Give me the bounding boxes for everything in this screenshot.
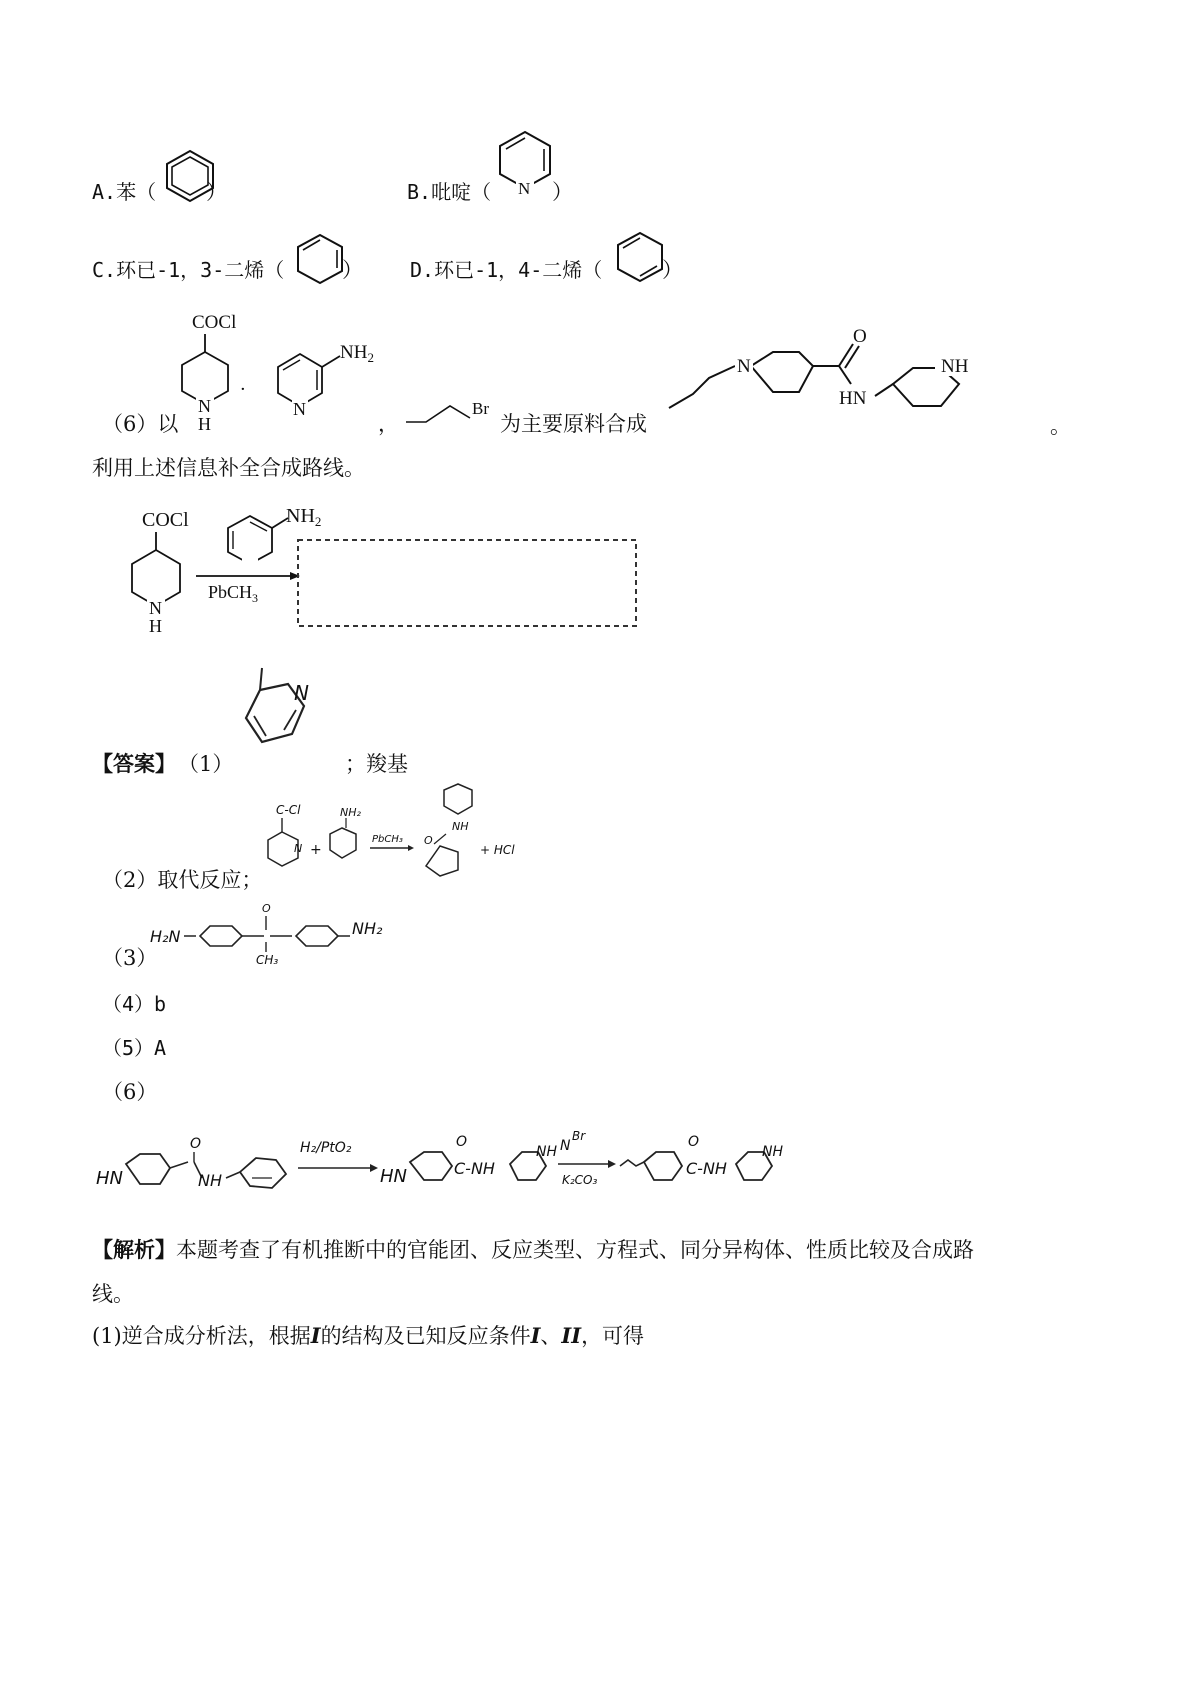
svg-text:N: N [294,681,309,705]
q3-structure-sketch [150,900,400,966]
q2-nh-label: NH [452,820,469,833]
option-b-close: ） [552,180,573,204]
analysis-text3-c: 的结构及已知反应条件 [320,1324,531,1348]
answer-q5: （5）A [102,1036,167,1060]
q6r-cond1: H₂/PtO₂ [300,1140,352,1156]
1-bromopropane-structure [400,392,500,432]
route-n-label: N [149,598,162,618]
q6r-nh2: NH [536,1144,557,1160]
aminopyridine-nh2-label: $NH_2$ [340,342,374,365]
pyridine-n-atom: N [518,179,531,198]
option-a [92,178,156,206]
q3-left-label: H₂N [150,927,181,946]
target-o-label: O [853,326,867,347]
cocl-label: COCl [192,312,237,333]
3-aminopyridine-structure [262,336,382,426]
answer-q6: （6） [102,1080,158,1104]
option-c [92,256,284,284]
q6r-o1: O [190,1136,202,1152]
option-a-close: ） [206,180,227,204]
q3-ch3-label: CH₃ [256,953,279,967]
q2-n-label: N [294,842,303,855]
reagent-dot: · [240,379,246,400]
option-d [410,256,602,284]
q6r-o2: O [456,1134,468,1150]
bromo-label: Br [472,399,489,418]
q6r-nh3: NH [762,1144,783,1160]
q6-period: 。 [1050,414,1071,438]
option-c-close: ） [342,258,363,282]
q6r-hn2: HN [380,1166,407,1187]
analysis-text3-b: I [310,1323,321,1348]
target-hn-label: HN [839,388,867,409]
analysis-text3-e: 、 [540,1324,562,1348]
answer-heading: 【答案】 [92,751,176,776]
q6-comma: ， [378,412,399,436]
analysis-text1: 本题考查了有机推断中的官能团、反应类型、方程式、同分异构体、性质比较及合成路 [176,1238,974,1262]
route-h-label: H [149,616,162,636]
option-b [407,178,491,206]
analysis-text3-g: ，可得 [581,1324,645,1348]
route-condition-label: PbCH$_3$ [208,582,259,605]
option-d-close: ） [662,258,683,282]
q6r-cond2: K₂CO₃ [562,1173,598,1187]
target-product-structure [665,318,1025,438]
target-n1-label: N [737,356,751,377]
analysis-text3-f: II [561,1323,582,1348]
option-d-label: D.环已-1，4-二烯（ [410,258,603,282]
target-nh-label: NH [941,356,969,377]
option-a-label: A.苯（ [92,180,157,204]
q2-nh2-label: NH₂ [340,806,361,819]
q6r-hn1: HN [96,1168,123,1189]
q2-equation-sketch [268,774,518,892]
aminopyridine-n-label: N [293,399,306,419]
analysis-text3-d: I [530,1323,541,1348]
q3-o-label: O [262,902,271,915]
q6-suffix: 为主要原料合成 [500,412,647,436]
q6r-nbr-br: Br [572,1129,586,1143]
q6-line2: 利用上述信息补全合成路线。 [92,456,365,480]
q2-hcl-label: + HCl [480,843,515,857]
option-b-label: B.吡啶（ [407,180,492,204]
analysis-heading: 【解析】 [92,1237,176,1262]
analysis-text3-a: (1)逆合成分析法，根据 [92,1324,311,1348]
q6r-cnh: C-NH [454,1159,495,1178]
answer-q1: （1） [178,752,234,776]
answer-q3: （3） [102,946,158,970]
q6-route-sketch [96,1122,796,1202]
pyridine-structure [492,128,558,200]
answer-blank-box [298,540,636,626]
nh-n-label: N [198,396,211,416]
q2-cond-label: PbCH₃ [372,834,403,845]
q2-o-label: O [424,834,433,847]
synthesis-route-start [110,500,670,660]
answer-q2: （2）取代反应； [102,868,263,892]
option-c-label: C.环已-1，3-二烯（ [92,258,285,282]
q2-plus: + [310,842,322,858]
analysis-line1 [92,1236,974,1264]
nh-h-label: H [198,414,211,434]
q3-right-label: NH₂ [352,919,383,938]
q6r-cnh2: C-NH [686,1159,727,1178]
analysis-line3 [92,1322,644,1350]
q6r-nbr-n: N [560,1138,571,1154]
answer-q1-text: ；羧基 [345,752,408,776]
cyclohexa-1-3-diene-structure [292,232,348,286]
q6r-nh1: NH [198,1171,222,1190]
cyclohexa-1-4-diene-structure [612,230,668,284]
q6-prefix: （6）以 [102,412,179,436]
route-cocl-label: COCl [142,509,189,531]
analysis-text2: 线。 [92,1282,134,1306]
route-reagent-label: $NH_2$ [286,505,322,529]
2-methylpyridine-sketch [232,664,324,764]
q2-cl-label: C-Cl [276,803,301,817]
q6r-o3: O [688,1134,700,1150]
answer-q4: （4）b [102,992,167,1016]
